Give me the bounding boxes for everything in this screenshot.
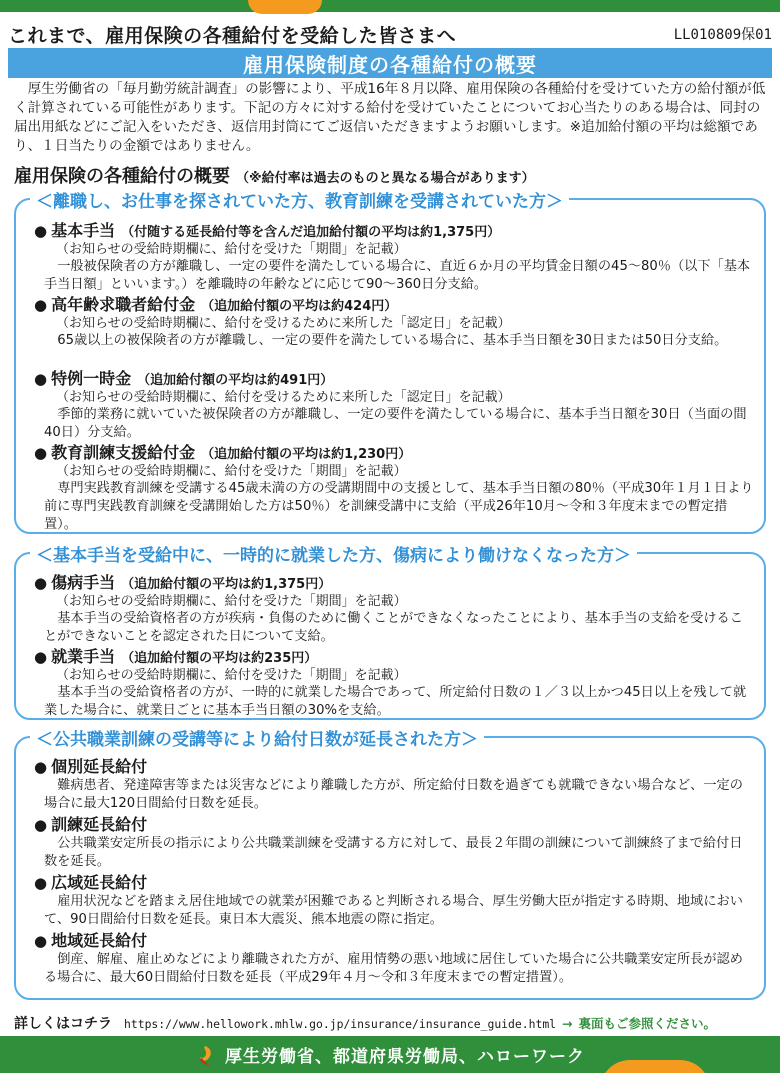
- item-average: （付随する延長給付等を含んだ追加給付額の平均は約1,375円）: [121, 225, 501, 240]
- bullet-icon: ●: [34, 444, 48, 462]
- top-green-stripe: [0, 0, 780, 12]
- item-name: 訓練延長給付: [51, 815, 148, 834]
- item-name: 個別延長給付: [51, 757, 148, 776]
- benefit-item-special-lump-sum: [34, 366, 754, 442]
- overview-heading: [14, 162, 766, 188]
- item-notice: （お知らせの受給時期欄に、給付を受けた「期間」を記載）: [56, 668, 407, 683]
- benefit-item-education-training-support: [34, 440, 754, 534]
- item-average: （追加給付額の平均は約1,375円）: [121, 577, 332, 592]
- item-average: （追加給付額の平均は約491円）: [137, 373, 334, 388]
- item-name: 傷病手当: [51, 573, 116, 592]
- section-label: ＜基本手当を受給中に、一時的に就業した方、傷病により働けなくなった方＞: [30, 541, 637, 566]
- details-label: 詳しくはコチラ: [14, 1016, 112, 1032]
- section-extended-benefits: [14, 730, 766, 1000]
- ministry-logo-icon: [195, 1044, 215, 1066]
- bullet-icon: ●: [34, 370, 48, 388]
- bullet-icon: ●: [34, 296, 48, 314]
- bullet-icon: ●: [34, 932, 48, 950]
- section-label: ＜離職し、お仕事を探されていた方、教育訓練を受講されていた方＞: [30, 187, 569, 212]
- document-code: LL010809保01: [673, 27, 772, 43]
- benefit-item-basic-allowance: [34, 218, 754, 294]
- item-description: 基本手当の受給資格者の方が、一時的に就業した場合であって、所定給付日数の１／３以上かつ45日以上を残して就業した場合に、就業日ごとに基本手当日額の30%を支給。: [44, 685, 747, 718]
- see-reverse-note: 裏面もご参照ください。: [578, 1016, 717, 1031]
- item-description: 難病患者、発達障害等または災害などにより離職した方が、所定給付日数を過ぎても就職できない場合など、一定の場合に最大120日間給付日数を延長。: [44, 778, 743, 811]
- item-description: 65歳以上の被保険者の方が離職し、一定の要件を満たしている場合に、基本手当日額を30日または50日分支給。: [57, 333, 728, 348]
- item-notice: （お知らせの受給時期欄に、給付を受けるために来所した「認定日」を記載）: [56, 316, 511, 331]
- item-notice: （お知らせの受給時期欄に、給付を受けた「期間」を記載）: [56, 464, 407, 479]
- benefit-item-employment-allowance: [34, 644, 754, 720]
- item-average: （追加給付額の平均は約235円）: [121, 651, 318, 666]
- item-name: 特例一時金: [51, 369, 132, 388]
- item-name: 就業手当: [51, 647, 116, 666]
- header: [8, 20, 772, 48]
- section-label: ＜公共職業訓練の受講等により給付日数が延長された方＞: [30, 725, 484, 750]
- title-band: [8, 48, 772, 78]
- item-name: 教育訓練支援給付金: [51, 443, 196, 462]
- headline: これまで、雇用保険の各種給付を受給した皆さまへ: [8, 24, 457, 47]
- item-average: （追加給付額の平均は約424円）: [201, 299, 398, 314]
- item-name: 広域延長給付: [51, 873, 148, 892]
- item-name: 基本手当: [51, 221, 116, 240]
- item-description: 雇用状況などを踏まえ居住地域での就業が困難であると判断される場合、厚生労働大臣が指定する時期、地域において、90日間給付日数を延長。東日本大震災、熊本地震の際に指定。: [44, 894, 743, 927]
- bullet-icon: ●: [34, 574, 48, 592]
- overview-note: （※給付率は過去のものと異なる場合があります）: [236, 171, 535, 186]
- item-description: 季節的業務に就いていた被保険者の方が離職し、一定の要件を満たしている場合に、基本手当日額を30日（当面の間40日）分支給。: [44, 407, 747, 440]
- organization-names: 厚生労働省、都道府県労働局、ハローワーク: [225, 1047, 585, 1067]
- section-temporary-work-injury: [14, 546, 766, 720]
- intro-text: 厚生労働省の「毎月勤労統計調査」の影響により、平成16年８月以降、雇用保険の各種給付を受けていた方の給付額が低く計算されている可能性があります。下記の方々に対する給付を受けていたことについてお心当たりのある場合は、同封の届出用紙などにご記入をいただき、返信用封筒にてご返信いただきますようお願いします。※追加給付額の平均は総額であり、１日当たりの金額ではありません。: [14, 81, 766, 154]
- benefit-item-injury-sickness: [34, 570, 754, 646]
- item-name: 高年齢求職者給付金: [51, 295, 196, 314]
- item-average: （追加給付額の平均は約1,230円）: [201, 447, 412, 462]
- item-description: 公共職業安定所長の指示により公共職業訓練を受講する方に対して、最長２年間の訓練について訓練終了まで給付日数を延長。: [44, 836, 743, 869]
- item-notice: （お知らせの受給時期欄に、給付を受けるために来所した「認定日」を記載）: [56, 390, 511, 405]
- bullet-icon: ●: [34, 758, 48, 776]
- bullet-icon: ●: [34, 648, 48, 666]
- arrow-right-icon: →: [562, 1016, 573, 1031]
- top-decor-bar: [0, 0, 780, 20]
- bottom-org-bar: [0, 1036, 780, 1073]
- benefit-item-individual-extension: [34, 754, 754, 813]
- top-orange-shape: [248, 0, 322, 14]
- overview-title: 雇用保険の各種給付の概要: [14, 166, 230, 187]
- section-job-seekers: [14, 192, 766, 534]
- bullet-icon: ●: [34, 222, 48, 240]
- intro: [14, 80, 766, 156]
- item-name: 地域延長給付: [51, 931, 148, 950]
- item-notice: （お知らせの受給時期欄に、給付を受けた「期間」を記載）: [56, 242, 407, 257]
- bullet-icon: ●: [34, 874, 48, 892]
- bottom-orange-shape: [600, 1060, 710, 1073]
- benefit-item-regional-extension: [34, 928, 754, 987]
- page-title: 雇用保険制度の各種給付の概要: [243, 52, 537, 77]
- guide-url-link[interactable]: https://www.hellowork.mhlw.go.jp/insurance/insurance_guide.html: [124, 1017, 557, 1031]
- footer-link-row: [14, 1013, 766, 1033]
- benefit-item-training-extension: [34, 812, 754, 871]
- item-description: 倒産、解雇、雇止めなどにより離職された方が、雇用情勢の悪い地域に居住していた場合に公共職業安定所長が認める場合に、最大60日間給付日数を延長（平成29年４月～令和３年度末までの暫定措置）。: [44, 952, 743, 985]
- item-description: 基本手当の受給資格者の方が疾病・負傷のために働くことができなくなったことにより、基本手当の支給を受けることができないことを認定された日について支給。: [44, 611, 743, 644]
- benefit-item-wide-area-extension: [34, 870, 754, 929]
- item-notice: （お知らせの受給時期欄に、給付を受けた「期間」を記載）: [56, 594, 407, 609]
- item-description: 専門実践教育訓練を受講する45歳未満の方の受講期間中の支援として、基本手当日額の80％（平成30年１月１日より前に専門実践教育訓練を受講開始した方は50％）を訓練受講中に支給（平成26年10月～令和３年度末までの暫定措置）。: [44, 481, 754, 532]
- bullet-icon: ●: [34, 816, 48, 834]
- benefit-item-elderly-job-seeker: [34, 292, 754, 350]
- item-description: 一般被保険者の方が離職し、一定の要件を満たしている場合に、直近６か月の平均賃金日額の45～80％（以下「基本手当日額」といいます。）を離職時の年齢などに応じて90～360日分支給。: [44, 259, 751, 292]
